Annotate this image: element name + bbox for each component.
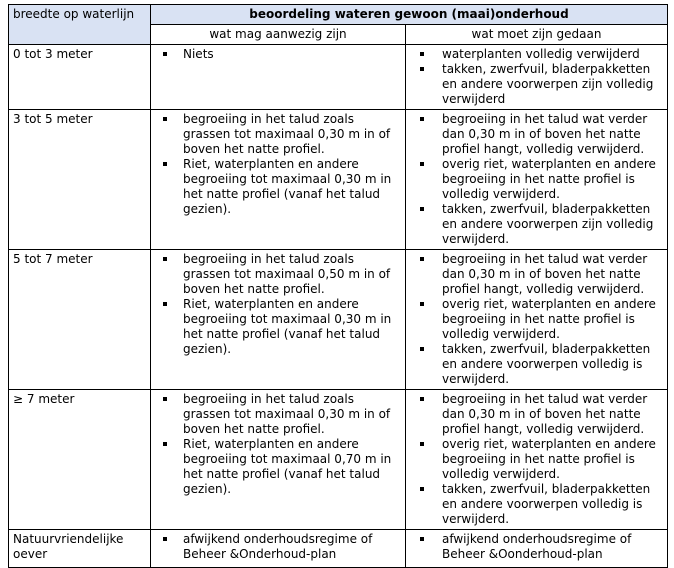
allowed-cell — [151, 390, 406, 530]
allowed-cell — [151, 530, 406, 568]
table-row — [9, 45, 668, 110]
list-item: afwijkend onderhoudsregime of Beheer &Onderhoud-plan — [155, 532, 401, 562]
list-item: begroeiing in het talud wat verder dan 0,30 m in of boven het natte profiel hangt, volledig verwijderd. — [410, 252, 663, 297]
required-cell — [406, 110, 668, 250]
table-row — [9, 110, 668, 250]
list-item: Niets — [155, 47, 401, 62]
list-item: begroeiing in het talud zoals grassen tot maximaal 0,50 m in of boven het natte profiel. — [155, 252, 401, 297]
list-item: takken, zwerfvuil, bladerpakketten en andere voorwerpen volledig is verwijderd. — [410, 342, 663, 387]
table-row — [9, 390, 668, 530]
allowed-list — [155, 532, 401, 562]
corner-header: breedte op waterlijn — [9, 5, 151, 45]
allowed-cell — [151, 250, 406, 390]
required-list — [410, 47, 663, 107]
required-list — [410, 392, 663, 527]
allowed-list — [155, 47, 401, 62]
list-item: begroeiing in het talud zoals grassen tot maximaal 0,30 m in of boven het natte profiel. — [155, 112, 401, 157]
required-list — [410, 112, 663, 247]
list-item: Riet, waterplanten en andere begroeiing tot maximaal 0,70 m in het natte profiel (vanaf het talud gezien). — [155, 437, 401, 497]
allowed-cell — [151, 110, 406, 250]
column-header-allowed: wat mag aanwezig zijn — [151, 25, 406, 45]
list-item: waterplanten volledig verwijderd — [410, 47, 663, 62]
required-cell — [406, 250, 668, 390]
list-item: Riet, waterplanten en andere begroeiing tot maximaal 0,30 m in het natte profiel (vanaf het talud gezien). — [155, 297, 401, 357]
allowed-list — [155, 112, 401, 217]
row-label: Natuurvriendelijke oever — [9, 530, 151, 568]
required-cell — [406, 45, 668, 110]
required-cell — [406, 390, 668, 530]
table-body — [9, 45, 668, 568]
list-item: takken, zwerfvuil, bladerpakketten en andere voorwerpen volledig is verwijderd. — [410, 482, 663, 527]
list-item: overig riet, waterplanten en andere begroeiing in het natte profiel is volledig verwijderd. — [410, 157, 663, 202]
maintenance-table — [8, 4, 668, 568]
list-item: afwijkend onderhoudsregime of Beheer &Oonderhoud-plan — [410, 532, 663, 562]
main-header: beoordeling wateren gewoon (maai)onderhoud — [151, 5, 668, 25]
allowed-list — [155, 252, 401, 357]
allowed-list — [155, 392, 401, 497]
column-header-required: wat moet zijn gedaan — [406, 25, 668, 45]
row-label: ≥ 7 meter — [9, 390, 151, 530]
row-label: 0 tot 3 meter — [9, 45, 151, 110]
list-item: takken, zwerfvuil, bladerpakketten en andere voorwerpen zijn volledig verwijderd — [410, 62, 663, 107]
allowed-cell — [151, 45, 406, 110]
list-item: overig riet, waterplanten en andere begroeiing in het natte profiel is volledig verwijderd. — [410, 437, 663, 482]
required-list — [410, 532, 663, 562]
required-list — [410, 252, 663, 387]
table-row — [9, 530, 668, 568]
row-label: 5 tot 7 meter — [9, 250, 151, 390]
list-item: begroeiing in het talud wat verder dan 0,30 m in of boven het natte profiel hangt, volledig verwijderd. — [410, 392, 663, 437]
list-item: Riet, waterplanten en andere begroeiing tot maximaal 0,30 m in het natte profiel (vanaf het talud gezien). — [155, 157, 401, 217]
list-item: begroeiing in het talud wat verder dan 0,30 m in of boven het natte profiel hangt, volledig verwijderd. — [410, 112, 663, 157]
list-item: takken, zwerfvuil, bladerpakketten en andere voorwerpen zijn volledig verwijderd. — [410, 202, 663, 247]
table-row — [9, 250, 668, 390]
row-label: 3 tot 5 meter — [9, 110, 151, 250]
required-cell — [406, 530, 668, 568]
list-item: overig riet, waterplanten en andere begroeiing in het natte profiel is volledig verwijderd. — [410, 297, 663, 342]
list-item: begroeiing in het talud zoals grassen tot maximaal 0,30 m in of boven het natte profiel. — [155, 392, 401, 437]
